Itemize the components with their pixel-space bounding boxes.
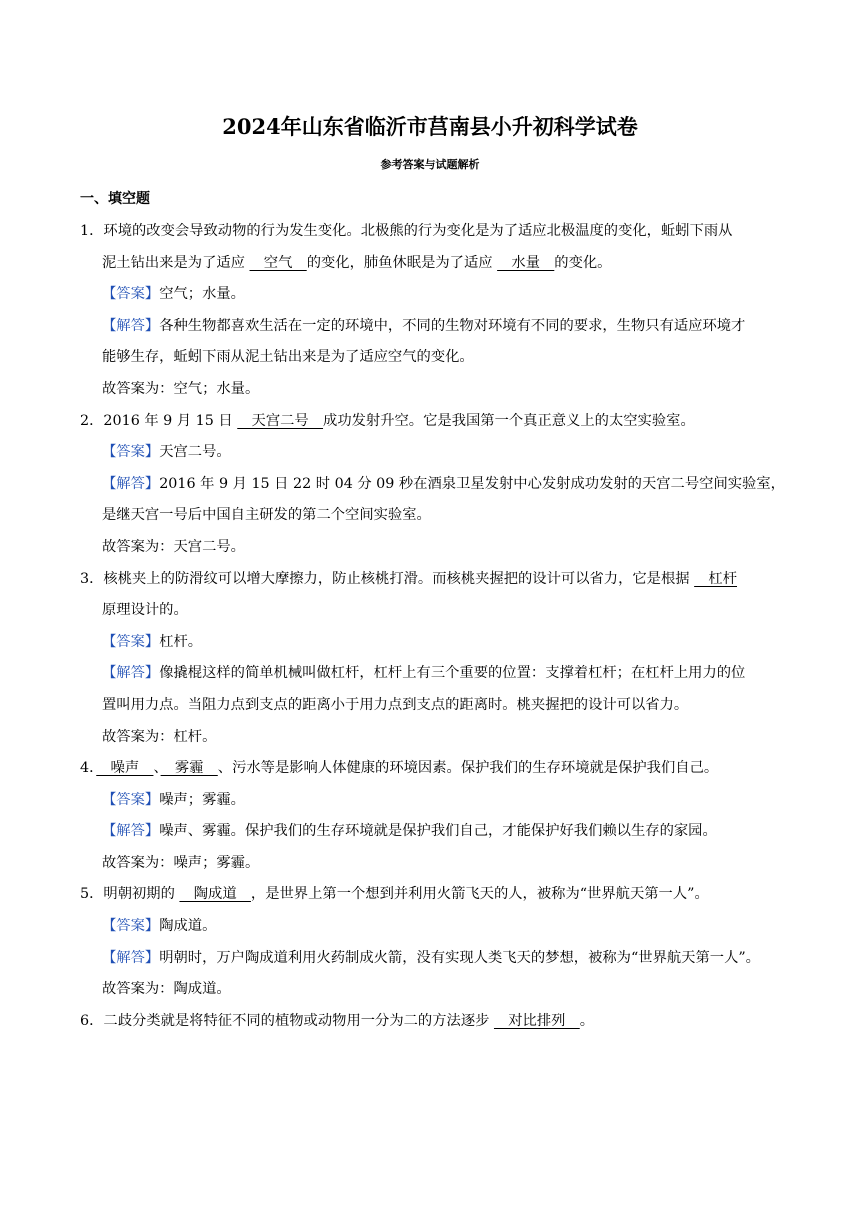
- page-subtitle: 参考答案与试题解析: [380, 158, 480, 171]
- question-text: 、污水等是影响人体健康的环境因素。保护我们的生存环境就是保护我们自己。: [217, 760, 719, 777]
- answer-line: [80, 627, 782, 659]
- question-text: ，是世界上第一个想到并利用火箭飞天的人，被称为“世界航天第一人”。: [250, 886, 709, 903]
- answer-blank: 空气: [249, 254, 307, 271]
- question-list: [80, 216, 785, 1037]
- question-6-line-1: [80, 1006, 782, 1038]
- analysis-line: [80, 690, 782, 722]
- question-text: 泥土钻出来是为了适应: [102, 254, 250, 271]
- conclusion-line: [80, 848, 782, 880]
- conclusion-line: [80, 722, 782, 754]
- answer-blank: 杠杆: [694, 570, 738, 587]
- question-text: 二歧分类就是将特征不同的植物或动物用一分为二的方法逐步: [103, 1012, 494, 1029]
- analysis-tag: 【解答】: [102, 665, 160, 682]
- answer-blank: 水量: [497, 254, 555, 271]
- question-text: 原理设计的。: [102, 602, 188, 619]
- answer-text: 天宫二号。: [159, 444, 231, 461]
- question-number: 1．: [80, 223, 104, 239]
- question-number: 5．: [80, 886, 104, 903]
- analysis-line: [80, 469, 785, 501]
- question-5-line-1: [80, 879, 782, 911]
- answer-text: 空气；水量。: [159, 286, 245, 303]
- conclusion-text: 故答案为：天宫二号。: [102, 538, 245, 555]
- analysis-line: [80, 816, 782, 848]
- question-1-line-1: [80, 216, 782, 248]
- answer-blank: 天宫二号: [237, 412, 324, 429]
- answer-tag: 【答案】: [102, 286, 160, 303]
- analysis-line: [80, 943, 782, 975]
- question-number: 3．: [80, 570, 104, 587]
- analysis-text: 明朝时，万户陶成道利用火药制成火箭，没有实现人类飞天的梦想，被称为“世界航天第一人”。: [159, 949, 760, 966]
- conclusion-text: 故答案为：陶成道。: [102, 981, 231, 998]
- analysis-line: [80, 311, 782, 343]
- answer-blank: 陶成道: [179, 886, 251, 903]
- answer-blank: 噪声: [96, 760, 154, 777]
- answer-tag: 【答案】: [102, 918, 160, 935]
- question-3-line-2: [80, 595, 782, 627]
- analysis-text: 能够生存，蚯蚓下雨从泥土钻出来是为了适应空气的变化。: [102, 349, 474, 366]
- answer-line: [80, 785, 782, 817]
- section-heading: 一、填空题: [80, 191, 150, 207]
- analysis-tag: 【解答】: [102, 317, 160, 334]
- conclusion-line: [80, 532, 782, 564]
- answer-line: [80, 911, 782, 943]
- question-4-line-1: [80, 753, 782, 785]
- answer-tag: 【答案】: [102, 444, 160, 461]
- answer-text: 陶成道。: [159, 918, 217, 935]
- question-2-line-1: [80, 406, 782, 438]
- conclusion-line: [80, 974, 782, 1006]
- answer-tag: 【答案】: [102, 633, 160, 650]
- question-text: 2016 年 9 月 15 日: [103, 412, 238, 429]
- question-3-line-1: [80, 564, 782, 596]
- conclusion-text: 故答案为：杠杆。: [102, 728, 217, 745]
- question-number: 2．: [80, 412, 104, 429]
- analysis-line: [80, 500, 782, 532]
- question-1-line-2: [80, 248, 782, 280]
- analysis-line: [80, 342, 782, 374]
- question-text: 的变化，肺鱼休眠是为了适应: [306, 254, 498, 271]
- answer-text: 噪声；雾霾。: [159, 791, 245, 808]
- conclusion-line: [80, 374, 782, 406]
- question-text: 、: [153, 760, 161, 777]
- question-text: 。: [579, 1012, 595, 1029]
- analysis-text: 置叫用力点。当阻力点到支点的距离小于用力点到支点的距离时。桃夹握把的设计可以省力。: [102, 696, 689, 713]
- question-text: 明朝初期的: [103, 886, 180, 903]
- conclusion-text: 故答案为：噪声；雾霾。: [102, 854, 260, 871]
- question-text: 成功发射升空。它是我国第一个真正意义上的太空实验室。: [323, 412, 695, 429]
- analysis-tag: 【解答】: [102, 949, 160, 966]
- answer-blank: 雾霾: [160, 760, 218, 777]
- question-text: 核桃夹上的防滑纹可以增大摩擦力，防止核桃打滑。而核桃夹握把的设计可以省力，它是根据: [103, 570, 695, 587]
- question-number: 6．: [80, 1012, 104, 1029]
- analysis-tag: 【解答】: [102, 475, 160, 492]
- analysis-text: 各种生物都喜欢生活在一定的环境中，不同的生物对环境有不同的要求，生物只有适应环境才: [159, 317, 746, 334]
- analysis-text: 噪声、雾霾。保护我们的生存环境就是保护我们自己，才能保护好我们赖以生存的家园。: [159, 823, 717, 840]
- conclusion-text: 故答案为：空气；水量。: [102, 380, 260, 397]
- answer-text: 杠杆。: [159, 633, 203, 650]
- analysis-line: [80, 658, 782, 690]
- answer-line: [80, 437, 782, 469]
- answer-blank: 对比排列: [493, 1012, 580, 1029]
- question-number: 4．: [80, 760, 97, 777]
- answer-line: [80, 279, 782, 311]
- question-text: 的变化。: [554, 254, 612, 271]
- answer-tag: 【答案】: [102, 791, 160, 808]
- analysis-text: 2016 年 9 月 15 日 22 时 04 分 09 秒在酒泉卫星发射中心发射成功发射的天宫二号空间实验室，: [159, 475, 785, 492]
- analysis-text: 是继天宫一号后中国自主研发的第二个空间实验室。: [102, 507, 431, 524]
- analysis-tag: 【解答】: [102, 823, 160, 840]
- page-title: 2024年山东省临沂市莒南县小升初科学试卷: [222, 114, 638, 139]
- question-text: 环境的改变会导致动物的行为发生变化。北极熊的行为变化是为了适应北极温度的变化，蚯蚓下雨从: [103, 223, 733, 239]
- analysis-text: 像撬棍这样的简单机械叫做杠杆，杠杆上有三个重要的位置：支撑着杠杆；在杠杆上用力的位: [159, 665, 746, 682]
